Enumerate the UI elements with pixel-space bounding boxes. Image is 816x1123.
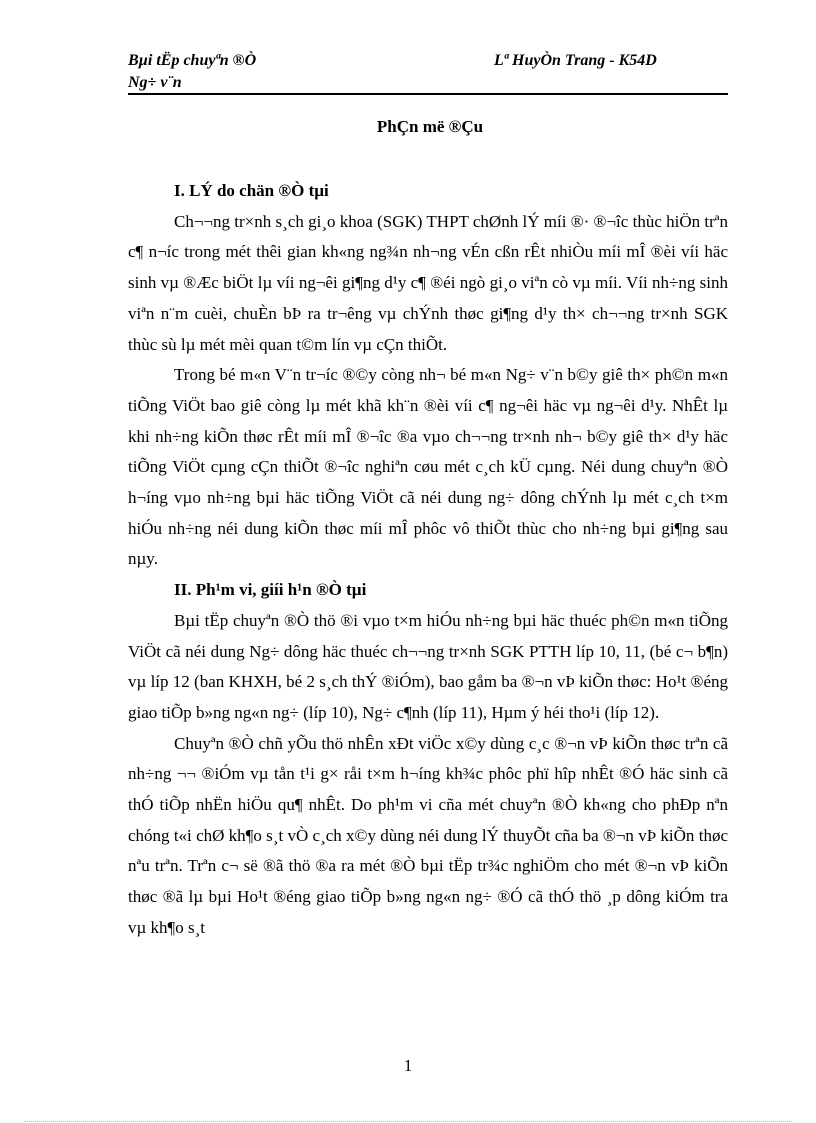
header-title-line-1: Bµi tËp chuyªn ®Ò <box>128 52 257 69</box>
section-heading: I. LÝ do chän ®Ò tµi <box>174 181 329 200</box>
header-title-line-2: Ng÷ v¨n <box>128 74 182 91</box>
header-author: Lª HuyÒn Trang - K54D <box>494 52 657 69</box>
paragraph: Bµi tËp chuyªn ®Ò thö ®i vµo t×m hiÓu nh÷ng bµi häc thuéc ph©n m«n tiÕng ViÖt cã néi dung Ng÷ dông häc thuéc ch¬¬ng tr×nh SGK PTTH líp 10, 11, (bé c¬ b¶n) vµ líp 12 (ban KHXH, bé 2 s¸ch thÝ ®iÓm), bao gåm ba ®¬n vÞ kiÕn thøc: Ho¹t ®éng giao tiÕp b»ng ng«n ng÷ (líp 10), Ng÷ c¶nh (líp 11), Hµm ý héi tho¹i (líp 12). <box>128 610 728 722</box>
header-course-title <box>128 50 388 94</box>
section-heading: II. Ph¹m vi, giíi h¹n ®Ò tµi <box>174 580 367 600</box>
page-break-line <box>24 1121 792 1122</box>
page-number: 1 <box>403 1056 413 1075</box>
paragraph: Chuyªn ®Ò chñ yÕu thö nhÊn xÐt viÖc x©y dùng c¸c ®¬n vÞ kiÕn thøc trªn cã nh÷ng ¬¬ ®iÓm vµ tån t¹i g× råi t×m h¬íng kh¾c phôc phï hîp nhÊt ®Ó häc sinh cã thÓ tiÕp nhËn hiÖu qu¶ nhÊt. Do ph¹m vi cña mét chuyªn ®Ò kh«ng cho phÐp nªn chóng t«i chØ kh¶o s¸t vÒ c¸ch x©y dùng néi dung lÝ thuyÕt cña ba ®¬n vÞ kiÕn thøc nªu trªn. Trªn c¬ së ®ã thö ®a ra mét ®Ò bµi tËp tr¾c nghiÖm cho mét ®¬n vÞ kiÕn thøc ®ã lµ bµi Ho¹t ®éng giao tiÕp b»ng ng«n ng÷ ®Ó cã thÓ thö ¸p dông kiÓm tra vµ kh¶o s¸t <box>128 733 728 937</box>
section-2 <box>128 575 728 943</box>
header-divider <box>128 93 728 95</box>
document-body <box>128 176 728 944</box>
page-title: PhÇn më ®Çu <box>376 117 484 136</box>
paragraph: Trong bé m«n V¨n tr¬íc ®©y còng nh¬ bé m«n Ng÷ v¨n b©y giê th× ph©n m«n tiÕng ViÖt bao giê còng lµ mét khã kh¨n ®èi víi c¶ ng¬êi häc vµ ng¬êi d¹y. NhÊt lµ khi nh÷ng kiÕn thøc rÊt míi mÎ ®¬îc ®a vµo ch¬¬ng tr×nh nh¬ b©y giê th× d¹y häc tiÕng ViÖt cµng cÇn thiÕt ®¬îc nghiªn cøu mét c¸ch kÜ cµng. Néi dung chuyªn ®Ò h¬íng vµo nh÷ng bµi häc tiÕng ViÖt cã néi dung ng÷ dông chÝnh lµ mét c¸ch t×m hiÓu nh÷ng néi dung kiÕn thøc míi mÎ phôc vô thiÕt thùc cho nh÷ng bµi gi¶ng sau nµy. <box>128 365 728 569</box>
section-1 <box>128 176 728 575</box>
paragraph: Ch¬¬ng tr×nh s¸ch gi¸o khoa (SGK) THPT chØnh lÝ míi ®· ®¬îc thùc hiÖn trªn c¶ n¬íc trong mét thêi gian kh«ng ng¾n nh¬ng vÉn cßn rÊt nhiÒu míi mÎ ®èi víi häc sinh vµ ®Æc biÖt lµ víi ng¬êi gi¶ng d¹y c¶ ®éi ngò gi¸o viªn cò vµ míi. Víi nh÷ng sinh viªn n¨m cuèi, chuÈn bÞ ra tr¬êng vµ chÝnh thøc gi¶ng d¹y th× ch¬¬ng tr×nh SGK thùc sù lµ mét mèi quan t©m lín vµ cÇn thiÕt. <box>128 211 728 354</box>
